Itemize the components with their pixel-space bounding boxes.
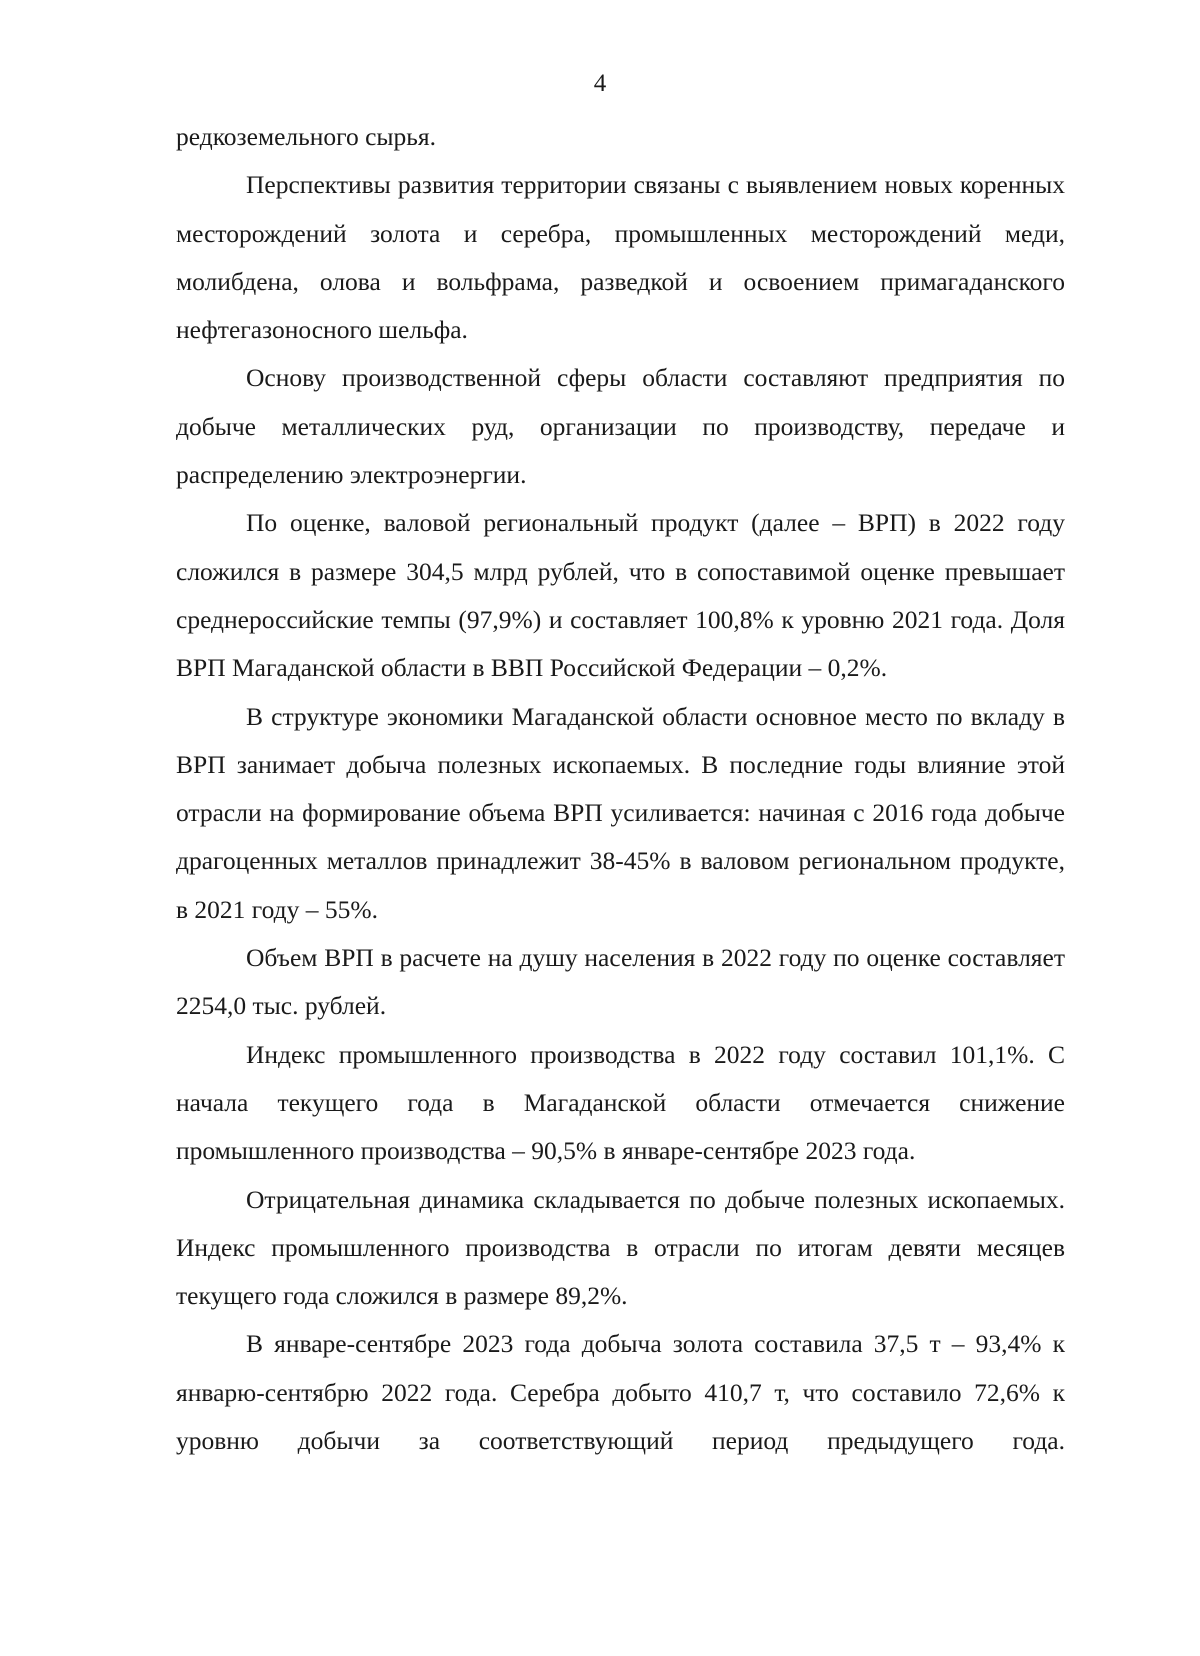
document-body <box>176 113 1065 1465</box>
paragraph-prospects: Перспективы развития территории связаны с выявлением новых коренных месторождений золота и серебра, промышленных месторождений меди, молибдена, олова и вольфрама, разведкой и освоением примагаданского нефтегазоносного шельфа. <box>176 170 1065 345</box>
paragraph-grp-per-capita: Объем ВРП в расчете на душу населения в 2022 году по оценке составляет 2254,0 тыс. рублей. <box>176 943 1065 1021</box>
paragraph-gold-silver: В январе-сентябре 2023 года добыча золота составила 37,5 т – 93,4% к январю-сентябрю 2022 года. Серебра добыто 410,7 т, что составило 72,6% к уровню добычи за соответствующий период предыдущего года. <box>176 1329 1065 1456</box>
paragraph-continuation: редкоземельного сырья. <box>176 122 437 151</box>
paragraph-industrial-index: Индекс промышленного производства в 2022 году составил 101,1%. С начала текущего года в Магаданской области отмечается снижение промышленного производства – 90,5% в январе-сентябре 2023 года. <box>176 1039 1065 1166</box>
paragraph-negative-dynamics: Отрицательная динамика складывается по добыче полезных ископаемых. Индекс промышленного производства в отрасли по итогам девяти месяцев текущего года сложился в размере 89,2%. <box>176 1184 1065 1311</box>
paragraph-economy-structure: В структуре экономики Магаданской области основное место по вкладу в ВРП занимает добыча полезных ископаемых. В последние годы влияние этой отрасли на формирование объема ВРП усиливается: начиная с 2016 года добыче драгоценных металлов принадлежит 38-45% в валовом региональном продукте, в 2021 году – 55%. <box>176 701 1065 924</box>
page-number: 4 <box>593 70 607 97</box>
paragraph-grp-estimate: По оценке, валовой региональный продукт (далее – ВРП) в 2022 году сложился в размере 304,5 млрд рублей, что в сопоставимой оценке превышает среднероссийские темпы (97,9%) и составляет 100,8% к уровню 2021 года. Доля ВРП Магаданской области в ВВП Российской Федерации – 0,2%. <box>176 508 1065 683</box>
paragraph-production-base: Основу производственной сферы области составляют предприятия по добыче металлических руд, организации по производству, передаче и распределению электроэнергии. <box>176 363 1065 490</box>
